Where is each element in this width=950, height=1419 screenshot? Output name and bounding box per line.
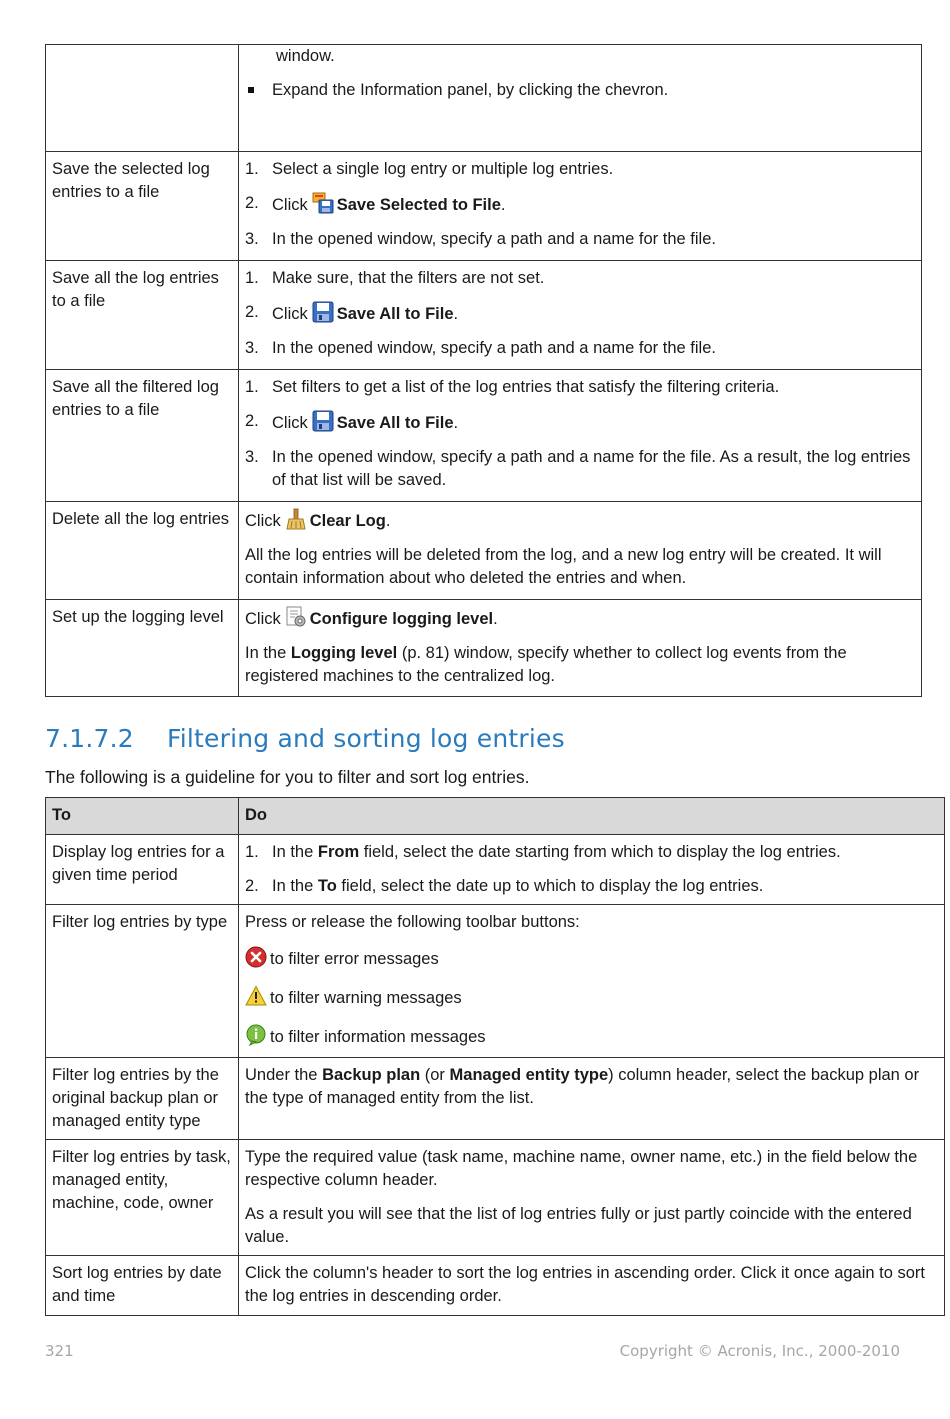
- list-item: 2. In the To field, select the date up to which to display the log entries.: [245, 877, 764, 895]
- continued-text: window.: [276, 47, 335, 65]
- table-row: [46, 1256, 945, 1316]
- list-item: 1. Select a single log entry or multiple log entries.: [245, 160, 614, 178]
- to-cell: Filter log entries by type: [46, 905, 239, 1058]
- section-intro: The following is a guideline for you to filter and sort log entries.: [45, 767, 530, 787]
- list-item: Expand the Information panel, by clicking the chevron.: [245, 79, 916, 102]
- table-row: [46, 600, 922, 697]
- list-item: 2. Click Save Selected to File.: [245, 194, 506, 214]
- list-item: to filter warning messages: [245, 985, 939, 1010]
- description: In the Logging level (p. 81) window, specify whether to collect log events from the registered machines to the centralized log.: [245, 644, 847, 685]
- floppy-disk-icon: [312, 301, 334, 323]
- list-item: to filter error messages: [245, 946, 939, 971]
- to-cell: Filter log entries by the original backup plan or managed entity type: [46, 1058, 239, 1140]
- table-row: [46, 835, 945, 905]
- description: Type the required value (task name, machine name, owner name, etc.) in the field below the respective column header.: [245, 1148, 918, 1189]
- information-icon: [245, 1024, 267, 1046]
- to-cell: Save the selected log entries to a file: [46, 152, 239, 261]
- list-item: 3. In the opened window, specify a path and a name for the file.: [245, 339, 716, 357]
- do-cell: [239, 45, 922, 152]
- to-cell: Save all the log entries to a file: [46, 261, 239, 370]
- table-row: [46, 1140, 945, 1256]
- do-cell: [239, 152, 922, 261]
- to-cell: Delete all the log entries: [46, 502, 239, 600]
- list-item: 1. Make sure, that the filters are not set.: [245, 269, 545, 287]
- table-row: [46, 45, 922, 152]
- list-item: 3. In the opened window, specify a path and a name for the file.: [245, 230, 716, 248]
- section-number: 7.1.7.2: [45, 724, 134, 753]
- page-number: 321: [45, 1342, 74, 1360]
- do-cell: Click the column's header to sort the log entries in ascending order. Click it once again to sort the log entries in descending order.: [239, 1256, 945, 1316]
- broom-icon: [285, 508, 307, 530]
- list-item: 2. Click Save All to File.: [245, 412, 459, 432]
- description: As a result you will see that the list of log entries fully or just partly coincide with the entered value.: [245, 1205, 912, 1246]
- to-cell: Sort log entries by date and time: [46, 1256, 239, 1316]
- table-header-row: [46, 798, 945, 835]
- do-cell: [239, 835, 945, 905]
- list-item: 1. Set filters to get a list of the log entries that satisfy the filtering criteria.: [245, 378, 780, 396]
- description: Press or release the following toolbar buttons:: [245, 913, 580, 931]
- table-row: [46, 905, 945, 1058]
- bullet-square-icon: [248, 87, 254, 93]
- section-heading: [45, 724, 565, 753]
- list-item: to filter information messages: [245, 1024, 939, 1049]
- floppy-disk-icon: [312, 410, 334, 432]
- to-cell: Display log entries for a given time period: [46, 835, 239, 905]
- error-icon: [245, 946, 267, 968]
- instruction-line: Click Clear Log.: [245, 508, 916, 533]
- filter-sort-table: [45, 797, 945, 1316]
- do-cell: [239, 502, 922, 600]
- description: All the log entries will be deleted from the log, and a new log entry will be created. It will contain information about who deleted the entries and when.: [245, 546, 882, 587]
- configure-settings-icon: [285, 606, 307, 628]
- to-cell: Filter log entries by task, managed entity, machine, code, owner: [46, 1140, 239, 1256]
- to-cell: Set up the logging level: [46, 600, 239, 697]
- do-cell: Under the Backup plan (or Managed entity type) column header, select the backup plan or the type of managed entity from the list.: [239, 1058, 945, 1140]
- do-cell: [239, 600, 922, 697]
- table-row: [46, 502, 922, 600]
- save-selected-to-file-icon: [312, 192, 334, 214]
- to-cell: [46, 45, 239, 152]
- column-header-do: Do: [239, 798, 945, 835]
- do-cell: [239, 370, 922, 502]
- to-cell: Save all the filtered log entries to a file: [46, 370, 239, 502]
- warning-icon: [245, 985, 267, 1007]
- list-item: 3. In the opened window, specify a path and a name for the file. As a result, the log entries of that list will be saved.: [245, 448, 911, 489]
- instruction-line: Click Configure logging level.: [245, 606, 916, 631]
- list-item: 1. In the From field, select the date starting from which to display the log entries.: [245, 843, 841, 861]
- list-item: 2. Click Save All to File.: [245, 303, 459, 323]
- column-header-to: To: [46, 798, 239, 835]
- copyright-notice: Copyright © Acronis, Inc., 2000-2010: [619, 1342, 900, 1360]
- table-row: [46, 1058, 945, 1140]
- section-title: Filtering and sorting log entries: [167, 724, 565, 753]
- table-row: [46, 152, 922, 261]
- do-cell: [239, 1140, 945, 1256]
- table-row: [46, 261, 922, 370]
- do-cell: [239, 261, 922, 370]
- actions-table: [45, 44, 922, 697]
- do-cell: [239, 905, 945, 1058]
- table-row: [46, 370, 922, 502]
